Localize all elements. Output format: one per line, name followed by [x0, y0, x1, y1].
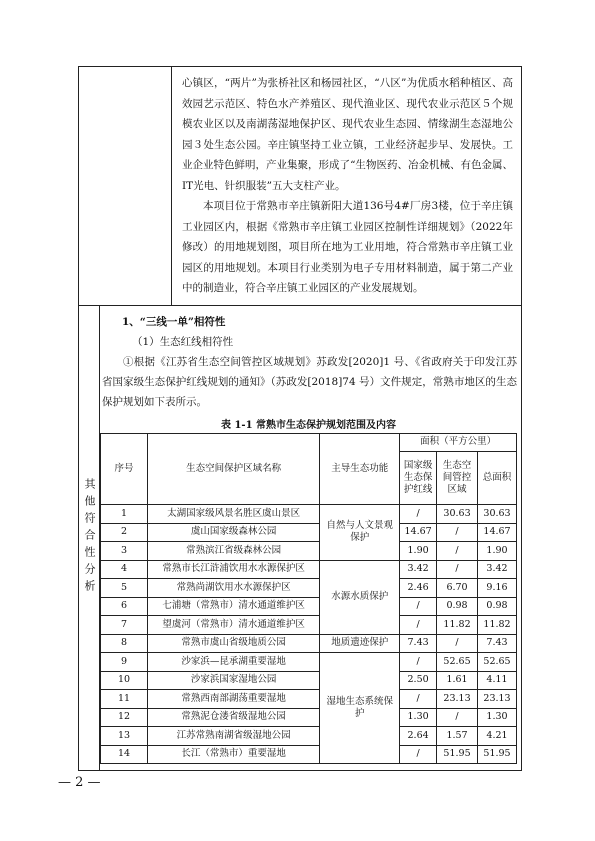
cell-national: 7.43 [400, 634, 437, 653]
cell-no: 11 [101, 690, 148, 709]
township-paragraph: 心镇区，“两片”为张桥社区和杨园社区，“八区”为优质水稻种植区、高效园艺示范区、特色水产养殖区、现代渔业区、现代农业示范区５个规模农业区以及南湖荡湿地保护区、现代农业生态园、情缘湖生态湿地公园３处生态公园。辛庄镇坚持工业立镇，工业经济起步早、发展快。工业企业特色鲜明，产业集聚，形成了“生物医药、冶金机械、有色金属、IT光电、针织服装”五大支柱产业。 [182, 77, 513, 192]
table-row [101, 745, 517, 764]
cell-function: 水源水质保护 [320, 560, 400, 634]
header-no: 序号 [101, 433, 148, 505]
table-row [101, 671, 517, 690]
cell-name: 常熟市虞山省级地质公园 [148, 634, 320, 653]
table-row [101, 690, 517, 709]
context-row [79, 67, 521, 306]
cell-total: 1.30 [478, 708, 517, 727]
cell-national: 14.67 [400, 523, 437, 542]
cell-national: 1.30 [400, 708, 437, 727]
cell-national: / [400, 745, 437, 764]
cell-no: 4 [101, 560, 148, 579]
cell-control: / [437, 634, 478, 653]
cell-total: 7.43 [478, 634, 517, 653]
table-caption: 表 1-1 常熟市生态保护规划范围及内容 [220, 419, 397, 431]
cell-no: 3 [101, 542, 148, 561]
cell-function: 湿地生态系统保护 [320, 653, 400, 764]
table-row [101, 727, 517, 746]
cell-control: 6.70 [437, 579, 478, 598]
other-compliance-label: 其他符合性分析 [83, 478, 96, 598]
header-total: 总面积 [478, 452, 517, 505]
cell-national: / [400, 616, 437, 635]
cell-no: 7 [101, 616, 148, 635]
cell-total: 14.67 [478, 523, 517, 542]
cell-total: 9.16 [478, 579, 517, 598]
cell-control: 23.13 [437, 690, 478, 709]
cell-total: 52.65 [478, 653, 517, 672]
ecological-protection-table [100, 433, 517, 765]
other-compliance-label-cell [79, 306, 100, 771]
header-function: 主导生态功能 [320, 433, 400, 505]
table-row [101, 616, 517, 635]
header-national-redline: 国家级生态保护红线 [400, 452, 437, 505]
compliance-cell [100, 306, 521, 771]
cell-control: 30.63 [437, 505, 478, 524]
cell-name: 常熟泥仓溇省级湿地公园 [148, 708, 320, 727]
header-control-area: 生态空间管控区域 [437, 452, 478, 505]
cell-control: / [437, 542, 478, 561]
cell-name: 沙家浜—昆承湖重要湿地 [148, 653, 320, 672]
table-header-row [101, 433, 517, 452]
cell-no: 13 [101, 727, 148, 746]
cell-no: 14 [101, 745, 148, 764]
cell-function: 地质遗迹保护 [320, 634, 400, 653]
cell-name: 常熟尚湖饮用水水源保护区 [148, 579, 320, 598]
cell-no: 9 [101, 653, 148, 672]
cell-no: 10 [101, 671, 148, 690]
cell-name: 长江（常熟市）重要湿地 [148, 745, 320, 764]
cell-control: 0.98 [437, 597, 478, 616]
cell-name: 常熟滨江省级森林公园 [148, 542, 320, 561]
cell-name: 江苏常熟南湖省级湿地公园 [148, 727, 320, 746]
cell-national: 3.42 [400, 560, 437, 579]
cell-national: 2.46 [400, 579, 437, 598]
cell-total: 30.63 [478, 505, 517, 524]
cell-control: 1.57 [437, 727, 478, 746]
cell-total: 1.90 [478, 542, 517, 561]
cell-national: 2.50 [400, 671, 437, 690]
cell-control: / [437, 708, 478, 727]
cell-name: 七浦塘（常熟市）清水通道维护区 [148, 597, 320, 616]
header-area: 面积（平方公里） [400, 433, 517, 452]
cell-control: 1.61 [437, 671, 478, 690]
cell-total: 11.82 [478, 616, 517, 635]
cell-name: 常熟市长江浒浦饮用水水源保护区 [148, 560, 320, 579]
table-row [101, 542, 517, 561]
cell-national: / [400, 653, 437, 672]
cell-national: 1.90 [400, 542, 437, 561]
context-cell [172, 67, 521, 305]
page-number: — 2 — [58, 775, 101, 790]
table-row [101, 579, 517, 598]
table-row [101, 523, 517, 542]
cell-national: / [400, 690, 437, 709]
cell-no: 6 [101, 597, 148, 616]
table-row [101, 708, 517, 727]
cell-control: 51.95 [437, 745, 478, 764]
section-title: 1、“三线一单”相符性 [122, 315, 226, 328]
table-row [101, 505, 517, 524]
cell-total: 0.98 [478, 597, 517, 616]
cell-no: 12 [101, 708, 148, 727]
cell-total: 3.42 [478, 560, 517, 579]
cell-total: 4.11 [478, 671, 517, 690]
table-row [101, 653, 517, 672]
cell-national: 2.64 [400, 727, 437, 746]
cell-name: 沙家浜国家湿地公园 [148, 671, 320, 690]
header-name: 生态空间保护区域名称 [148, 433, 320, 505]
cell-national: / [400, 597, 437, 616]
subsection-title: （1）生态红线相符性 [132, 335, 234, 348]
row-label-cell [79, 67, 172, 305]
cell-control: / [437, 560, 478, 579]
content-frame [78, 66, 522, 771]
cell-name: 望虞河（常熟市）清水通道维护区 [148, 616, 320, 635]
regulation-paragraph: ①根据《江苏省生态空间管控区域规划》苏政发[2020]1 号、《省政府关于印发江苏省国家级生态保护红线规划的通知》（苏政发[2018]74 号）文件规定，常熟市地区的生态保护规划如下表所示。 [102, 355, 517, 408]
compliance-row [79, 306, 521, 771]
cell-total: 23.13 [478, 690, 517, 709]
cell-no: 8 [101, 634, 148, 653]
cell-name: 太湖国家级风景名胜区虞山景区 [148, 505, 320, 524]
table-row [101, 597, 517, 616]
cell-function: 自然与人文景观保护 [320, 505, 400, 561]
cell-no: 2 [101, 523, 148, 542]
cell-total: 4.21 [478, 727, 517, 746]
table-row [101, 560, 517, 579]
cell-no: 5 [101, 579, 148, 598]
cell-name: 虞山国家级森林公园 [148, 523, 320, 542]
cell-name: 常熟西南部湖荡重要湿地 [148, 690, 320, 709]
cell-total: 51.95 [478, 745, 517, 764]
project-location-paragraph: 本项目位于常熟市辛庄镇新阳大道136号4#厂房3楼，位于辛庄镇工业园区内，根据《常熟市辛庄镇工业园区控制性详细规划》（2022年修改）的用地规划图，项目所在地为工业用地，符合常熟市辛庄镇工业园区的用地规划。本项目行业类别为电子专用材料制造，属于第二产业中的制造业，符合辛庄镇工业园区的产业发展规划。 [182, 200, 513, 294]
cell-no: 1 [101, 505, 148, 524]
cell-control: 11.82 [437, 616, 478, 635]
cell-national: / [400, 505, 437, 524]
cell-control: 52.65 [437, 653, 478, 672]
table-row [101, 634, 517, 653]
cell-control: / [437, 523, 478, 542]
